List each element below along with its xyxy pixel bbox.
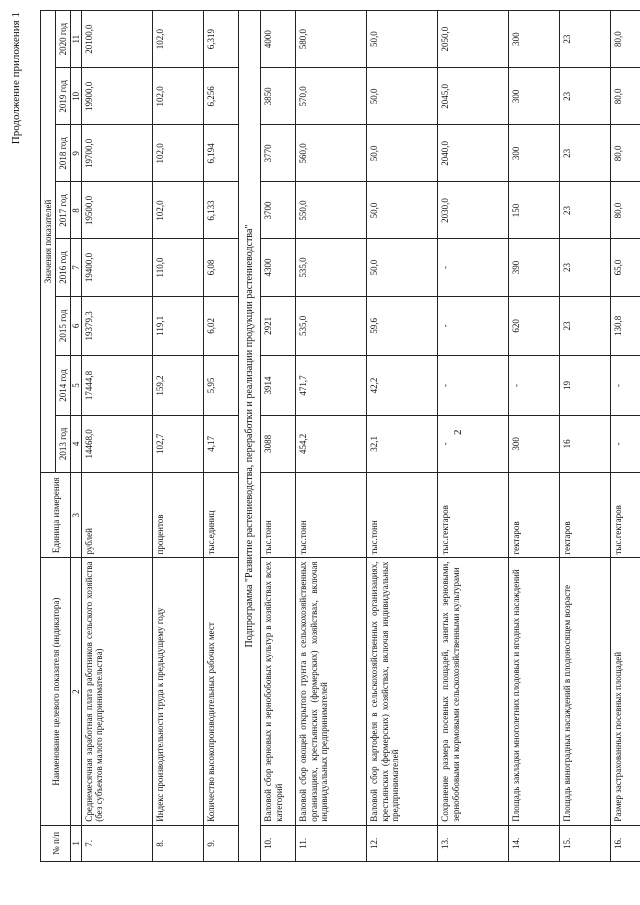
indicators-table bbox=[40, 10, 640, 862]
value-cell: 14468,0 bbox=[82, 415, 153, 472]
appendix-label: Продолжение приложения 1 bbox=[10, 12, 22, 145]
indicator-name: Валовой сбор картофеля в сельскохозяйственных организациях, крестьянских (фермерских) хозяйствах, включая индивидуальных предпринимателей bbox=[367, 558, 438, 825]
col-number: 2 bbox=[71, 558, 82, 825]
row-number: 12. bbox=[367, 825, 438, 861]
value-cell: 2030,0 bbox=[438, 182, 509, 239]
value-cell: 580,0 bbox=[296, 11, 367, 68]
indicator-name: Размер застрахованных посевных площадей bbox=[611, 558, 640, 825]
col-number: 8 bbox=[71, 182, 82, 239]
value-cell: 80,0 bbox=[611, 68, 640, 125]
subprogram-title: Подпрограмма "Развитие растениеводства, переработки и реализации продукции растениеводства" bbox=[239, 11, 261, 862]
value-cell: 570,0 bbox=[296, 68, 367, 125]
col-number: 7 bbox=[71, 239, 82, 296]
value-cell: 23 bbox=[560, 125, 611, 182]
header-year: 2018 год bbox=[56, 125, 71, 182]
value-cell: - bbox=[438, 356, 509, 416]
value-cell: 6,194 bbox=[204, 125, 239, 182]
col-number: 3 bbox=[71, 472, 82, 558]
value-cell: 390 bbox=[509, 239, 560, 296]
value-cell: 300 bbox=[509, 125, 560, 182]
value-cell: 23 bbox=[560, 182, 611, 239]
indicator-name: Сохранение размера посевных площадей, занятых зерновыми, зернобобовыми и кормовыми сельскохозяйственными культурами bbox=[438, 558, 509, 825]
row-number: 7. bbox=[82, 825, 153, 861]
value-cell: 23 bbox=[560, 239, 611, 296]
table-row bbox=[438, 11, 509, 862]
col-number: 4 bbox=[71, 415, 82, 472]
value-cell: 50,0 bbox=[367, 239, 438, 296]
value-cell: - bbox=[438, 415, 509, 472]
value-cell: 17444,8 bbox=[82, 356, 153, 416]
row-number: 11. bbox=[296, 825, 367, 861]
col-number: 1 bbox=[71, 825, 82, 861]
page-number: 2 bbox=[452, 429, 464, 435]
value-cell: 102,0 bbox=[153, 11, 204, 68]
header-year: 2014 год bbox=[56, 356, 71, 416]
value-cell: 19379,3 bbox=[82, 296, 153, 356]
value-cell: 6,319 bbox=[204, 11, 239, 68]
value-cell: 80,0 bbox=[611, 125, 640, 182]
value-cell: 6,256 bbox=[204, 68, 239, 125]
row-number: 9. bbox=[204, 825, 239, 861]
value-cell: 620 bbox=[509, 296, 560, 356]
table-row bbox=[611, 11, 640, 862]
indicator-name: Среднемесячная заработная плата работников сельского хозяйства (без субъектов малого предпринимательства) bbox=[82, 558, 153, 825]
header-year: 2015 год bbox=[56, 296, 71, 356]
value-cell: 80,0 bbox=[611, 182, 640, 239]
value-cell: 6,02 bbox=[204, 296, 239, 356]
value-cell: 300 bbox=[509, 68, 560, 125]
value-cell: 59,6 bbox=[367, 296, 438, 356]
value-cell: 454,2 bbox=[296, 415, 367, 472]
value-cell: 50,0 bbox=[367, 68, 438, 125]
value-cell: 4,17 bbox=[204, 415, 239, 472]
header-year: 2017 год bbox=[56, 182, 71, 239]
col-number: 11 bbox=[71, 11, 82, 68]
header-name: Наименование целевого показателя (индикатора) bbox=[41, 558, 71, 825]
value-cell: 4300 bbox=[261, 239, 296, 296]
row-number: 15. bbox=[560, 825, 611, 861]
value-cell: 2050,0 bbox=[438, 11, 509, 68]
value-cell: 2045,0 bbox=[438, 68, 509, 125]
value-cell: 42,2 bbox=[367, 356, 438, 416]
unit-cell: тыс.тонн bbox=[367, 472, 438, 558]
value-cell: 19700,0 bbox=[82, 125, 153, 182]
value-cell: 32,1 bbox=[367, 415, 438, 472]
header-year: 2016 год bbox=[56, 239, 71, 296]
value-cell: 3770 bbox=[261, 125, 296, 182]
value-cell: 23 bbox=[560, 68, 611, 125]
value-cell: 130,8 bbox=[611, 296, 640, 356]
value-cell: 535,0 bbox=[296, 296, 367, 356]
value-cell: 471,7 bbox=[296, 356, 367, 416]
value-cell: 2040,0 bbox=[438, 125, 509, 182]
table-row bbox=[560, 11, 611, 862]
value-cell: 19 bbox=[560, 356, 611, 416]
unit-cell: тыс.тонн bbox=[296, 472, 367, 558]
table-row bbox=[82, 11, 153, 862]
table-row bbox=[261, 11, 296, 862]
value-cell: 19500,0 bbox=[82, 182, 153, 239]
unit-cell: процентов bbox=[153, 472, 204, 558]
value-cell: 20100,0 bbox=[82, 11, 153, 68]
value-cell: 560,0 bbox=[296, 125, 367, 182]
value-cell: 110,0 bbox=[153, 239, 204, 296]
header-values-group: Значения показателей bbox=[41, 11, 56, 473]
header-year: 2020 год bbox=[56, 11, 71, 68]
unit-cell: тыс.гектаров bbox=[611, 472, 640, 558]
value-cell: - bbox=[509, 356, 560, 416]
indicator-name: Площадь закладки многолетних плодовых и ягодных насаждений bbox=[509, 558, 560, 825]
indicator-name: Валовой сбор зерновых и зернобобовых культур в хозяйствах всех категорий bbox=[261, 558, 296, 825]
indicator-name: Количество высокопроизводительных рабочих мест bbox=[204, 558, 239, 825]
header-year: 2019 год bbox=[56, 68, 71, 125]
value-cell: 50,0 bbox=[367, 182, 438, 239]
value-cell: - bbox=[611, 415, 640, 472]
value-cell: 550,0 bbox=[296, 182, 367, 239]
value-cell: 119,1 bbox=[153, 296, 204, 356]
table-row bbox=[509, 11, 560, 862]
value-cell: - bbox=[611, 356, 640, 416]
value-cell: 23 bbox=[560, 296, 611, 356]
value-cell: 3850 bbox=[261, 68, 296, 125]
value-cell: 3700 bbox=[261, 182, 296, 239]
header-year: 2013 год bbox=[56, 415, 71, 472]
value-cell: 102,0 bbox=[153, 68, 204, 125]
value-cell: - bbox=[438, 296, 509, 356]
value-cell: 6,133 bbox=[204, 182, 239, 239]
row-number: 16. bbox=[611, 825, 640, 861]
value-cell: 300 bbox=[509, 11, 560, 68]
row-number: 14. bbox=[509, 825, 560, 861]
unit-cell: рублей bbox=[82, 472, 153, 558]
value-cell: 16 bbox=[560, 415, 611, 472]
indicator-name: Площадь виноградных насаждений в плодоносящем возрасте bbox=[560, 558, 611, 825]
row-number: 13. bbox=[438, 825, 509, 861]
value-cell: 150 bbox=[509, 182, 560, 239]
value-cell: 80,0 bbox=[611, 11, 640, 68]
value-cell: - bbox=[438, 239, 509, 296]
row-number: 8. bbox=[153, 825, 204, 861]
unit-cell: гектаров bbox=[560, 472, 611, 558]
unit-cell: тыс.тонн bbox=[261, 472, 296, 558]
table-row bbox=[153, 11, 204, 862]
col-number: 5 bbox=[71, 356, 82, 416]
row-number: 10. bbox=[261, 825, 296, 861]
header-no: № п/п bbox=[41, 825, 71, 861]
unit-cell: тыс.гектаров bbox=[438, 472, 509, 558]
value-cell: 102,0 bbox=[153, 182, 204, 239]
value-cell: 102,7 bbox=[153, 415, 204, 472]
value-cell: 300 bbox=[509, 415, 560, 472]
value-cell: 19400,0 bbox=[82, 239, 153, 296]
col-number: 10 bbox=[71, 68, 82, 125]
table-row bbox=[296, 11, 367, 862]
value-cell: 102,0 bbox=[153, 125, 204, 182]
unit-cell: тыс.единиц bbox=[204, 472, 239, 558]
value-cell: 19900,0 bbox=[82, 68, 153, 125]
value-cell: 159,2 bbox=[153, 356, 204, 416]
value-cell: 6,08 bbox=[204, 239, 239, 296]
indicator-name: Валовой сбор овощей открытого грунта в сельскохозяйственных организациях, крестьянских (фермерских) хозяйствах, включая индивидуальных предпринимателей bbox=[296, 558, 367, 825]
table-row bbox=[204, 11, 239, 862]
value-cell: 65,0 bbox=[611, 239, 640, 296]
value-cell: 2921 bbox=[261, 296, 296, 356]
table-row bbox=[367, 11, 438, 862]
value-cell: 50,0 bbox=[367, 125, 438, 182]
indicator-name: Индекс производительности труда к предыдущему году bbox=[153, 558, 204, 825]
value-cell: 5,95 bbox=[204, 356, 239, 416]
col-number: 6 bbox=[71, 296, 82, 356]
value-cell: 3088 bbox=[261, 415, 296, 472]
unit-cell: гектаров bbox=[509, 472, 560, 558]
value-cell: 535,0 bbox=[296, 239, 367, 296]
value-cell: 50,0 bbox=[367, 11, 438, 68]
value-cell: 3914 bbox=[261, 356, 296, 416]
col-number: 9 bbox=[71, 125, 82, 182]
header-unit: Единица измерения bbox=[41, 472, 71, 558]
value-cell: 4000 bbox=[261, 11, 296, 68]
value-cell: 23 bbox=[560, 11, 611, 68]
